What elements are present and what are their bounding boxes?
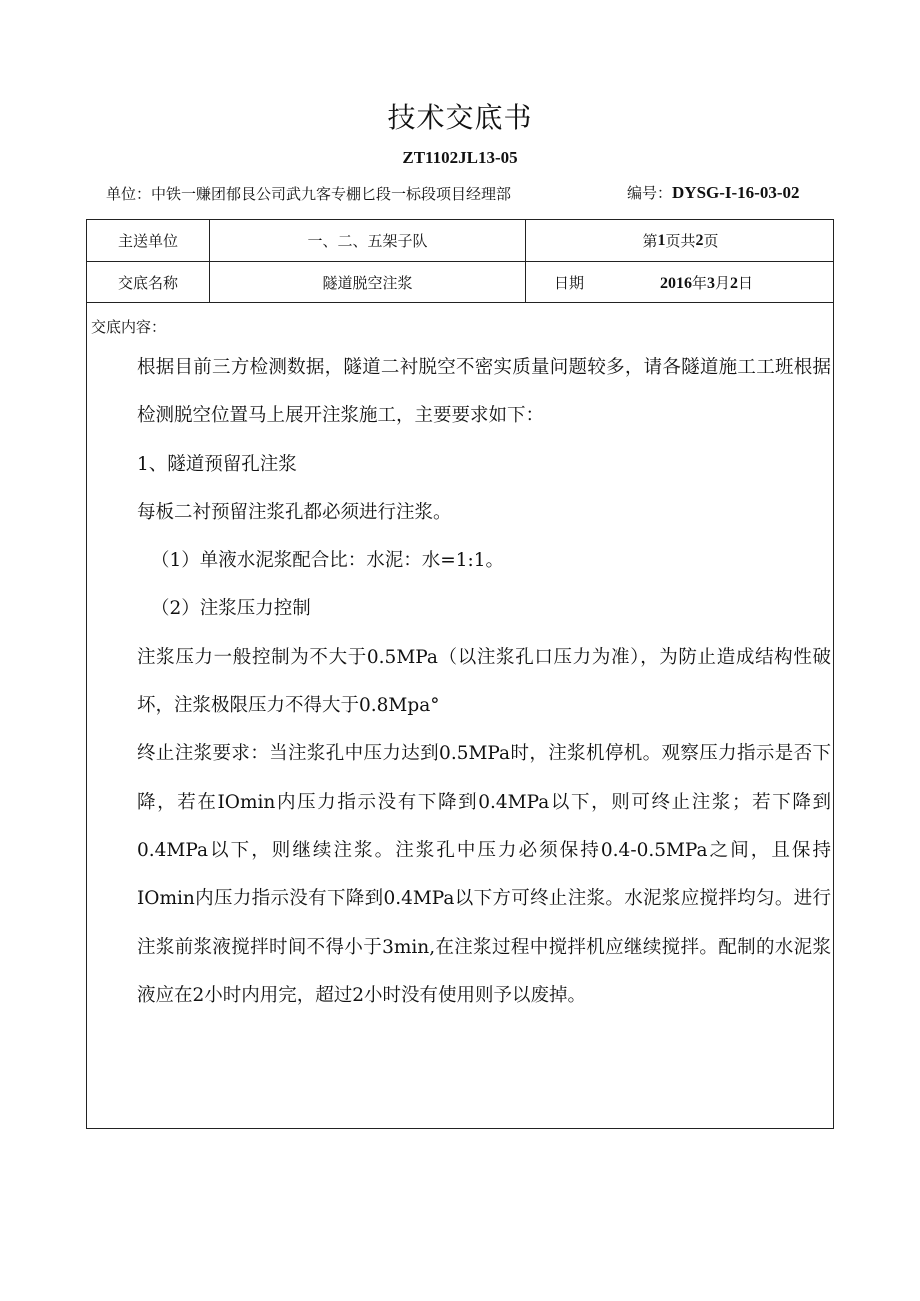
issuing-unit: 单位：中铁一赚团郁艮公司武九客专棚匕段一标段项目经理部 xyxy=(106,185,512,203)
briefing-form xyxy=(86,219,834,1129)
document-number-label: 编号： xyxy=(627,184,673,202)
paragraph-intro: 根据目前三方检测数据，隧道二衬脱空不密实质量问题较多，请各隧道施工工班根据检测脱空位置马上展开注浆施工，主要要求如下： xyxy=(137,357,831,427)
content-label: 交底内容： xyxy=(91,318,167,336)
briefing-name-value: 隧道脱空注浆 xyxy=(210,262,526,302)
page-suffix: 页 xyxy=(703,232,719,250)
date-month-unit: 月 xyxy=(715,273,731,292)
form-row-recipient xyxy=(87,220,833,262)
recipient-value: 一、二、五架子队 xyxy=(210,220,526,261)
paragraph-requirement: 每板二衬预留注浆孔都必须进行注浆。 xyxy=(137,501,452,523)
date-day-unit: 日 xyxy=(738,273,754,292)
recipient-label: 主送单位 xyxy=(87,220,210,261)
document-number-value: DYSG-I-16-03-02 xyxy=(672,183,800,202)
paragraph-pressure-control: 注浆压力一般控制为不大于0.5MPa（以注浆孔口压力为准），为防止造成结构性破坏，注浆极限压力不得大于0.8Mpa° xyxy=(137,646,831,717)
paragraph-mix-ratio: （1）单液水泥浆配合比：水泥：水=1:1。 xyxy=(151,550,505,572)
briefing-content xyxy=(87,344,835,1020)
form-row-briefing-name xyxy=(87,262,833,303)
date-day: 2 xyxy=(730,274,739,292)
date-year: 2016 xyxy=(660,274,692,292)
date-year-unit: 年 xyxy=(692,273,708,292)
paragraph-pressure-heading: （2）注浆压力控制 xyxy=(151,598,311,620)
document-number xyxy=(627,182,800,203)
date-cell xyxy=(526,262,835,302)
page-prefix: 第 xyxy=(642,232,658,250)
document-title: 技术交底书 xyxy=(387,101,533,134)
page-total: 2 xyxy=(695,231,704,249)
page-indicator xyxy=(526,220,835,261)
paragraph-termination: 终止注浆要求：当注浆孔中压力达到0.5MPa时，注浆机停机。观察压力指示是否下降，若在IOmin内压力指示没有下降到0.4MPa以下，则可终止注浆；若下降到0.4MPa以下，则继续注浆。注浆孔中压力必须保持0.4-0.5MPa之间，且保持IOmin内压力指示没有下降到0.4MPa以下方可终止注浆。水泥浆应搅拌均匀。进行注浆前浆液搅拌时间不得小于3min,在注浆过程中搅拌机应继续搅拌。配制的水泥浆液应在2小时内用完，超过2小时没有使用则予以废掉。 xyxy=(137,743,831,1006)
page-current: 1 xyxy=(657,231,666,249)
briefing-name-label: 交底名称 xyxy=(87,262,210,302)
date-month: 3 xyxy=(707,274,716,292)
date-value xyxy=(660,272,753,293)
page-middle: 页共 xyxy=(665,232,696,250)
document-code: ZT1102JL13-05 xyxy=(402,148,518,167)
date-label: 日期 xyxy=(554,273,585,292)
paragraph-section-heading: 1、隧道预留孔注浆 xyxy=(137,453,297,475)
